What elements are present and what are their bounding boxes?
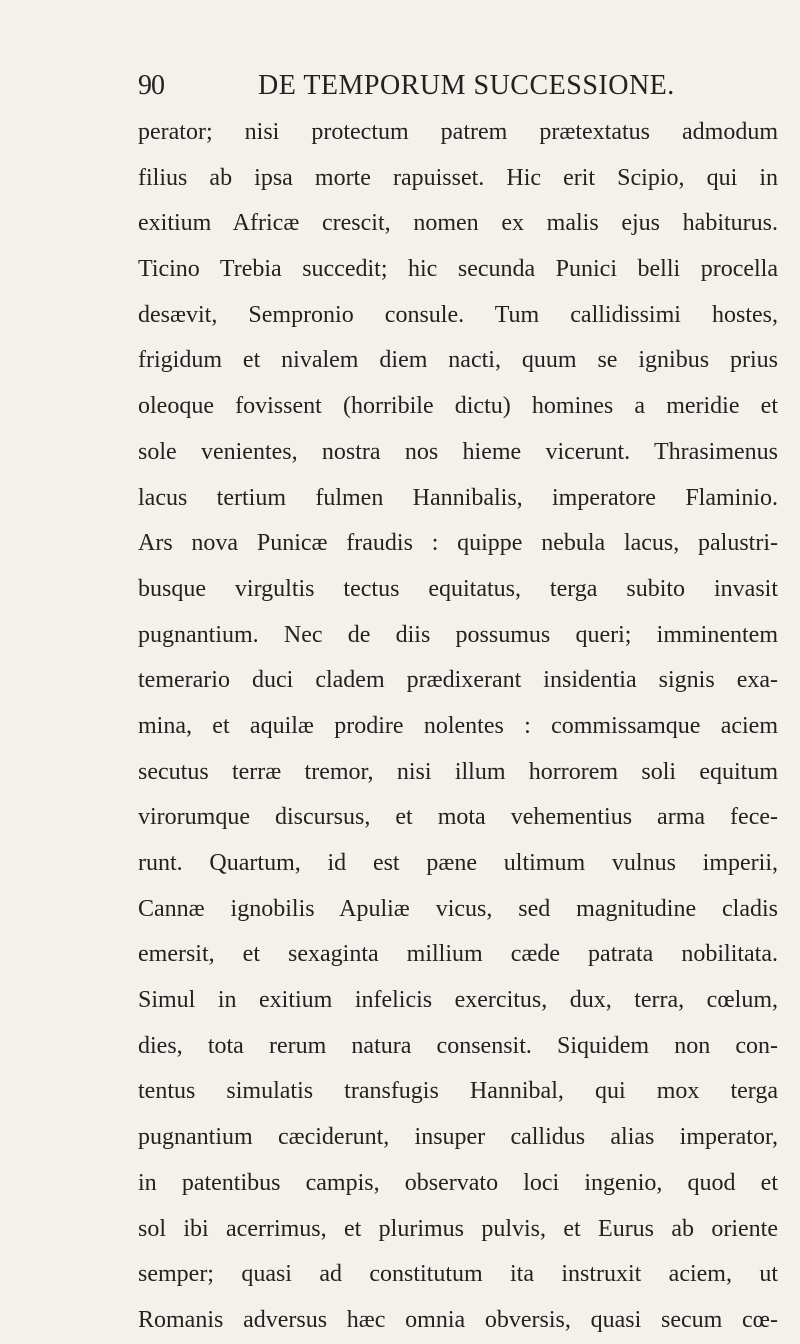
text-line: exitium Africæ crescit, nomen ex malis ejus habiturus.	[138, 210, 778, 237]
text-line: oleoque fovissent (horribile dictu) homines a meridie et	[138, 393, 778, 420]
page-header	[138, 70, 778, 110]
text-line: lacus tertium fulmen Hannibalis, imperatore Flaminio.	[138, 484, 778, 511]
text-line: dies, tota rerum natura consensit. Siquidem non con-	[138, 1032, 778, 1059]
text-line: pugnantium. Nec de diis possumus queri; imminentem	[138, 621, 778, 648]
text-line: pugnantium cæciderunt, insuper callidus alias imperator,	[138, 1124, 778, 1151]
text-line: emersit, et sexaginta millium cæde patrata nobilitata.	[138, 941, 778, 968]
text-line: filius ab ipsa morte rapuisset. Hic erit Scipio, qui in	[138, 164, 778, 191]
running-head: DE TEMPORUM SUCCESSIONE.	[258, 70, 675, 101]
text-line: temerario duci cladem prædixerant insidentia signis exa-	[138, 667, 778, 694]
text-line: busque virgultis tectus equitatus, terga subito invasit	[138, 575, 778, 602]
page-number: 90	[138, 70, 164, 101]
text-line: semper; quasi ad constitutum ita instruxit aciem, ut	[138, 1261, 778, 1288]
text-line: Ticino Trebia succedit; hic secunda Punici belli procella	[138, 256, 778, 283]
text-line: in patentibus campis, observato loci ingenio, quod et	[138, 1169, 778, 1196]
text-line: Simul in exitium infelicis exercitus, dux, terra, cœlum,	[138, 987, 778, 1014]
text-line: frigidum et nivalem diem nacti, quum se ignibus prius	[138, 347, 778, 374]
text-line: runt. Quartum, id est pæne ultimum vulnus imperii,	[138, 850, 778, 876]
text-line: virorumque discursus, et mota vehementius arma fece-	[138, 804, 778, 831]
text-line: secutus terræ tremor, nisi illum horrorem soli equitum	[138, 758, 778, 785]
text-line: Ars nova Punicæ fraudis : quippe nebula lacus, palustri-	[138, 530, 778, 557]
text-line: Romanis adversus hæc omnia obversis, quasi secum cœ-	[138, 1306, 778, 1333]
text-line: tentus simulatis transfugis Hannibal, qui mox terga	[138, 1078, 778, 1105]
text-line: Cannæ ignobilis Apuliæ vicus, sed magnitudine cladis	[138, 895, 778, 922]
text-line: sole venientes, nostra nos hieme vicerunt. Thrasimenus	[138, 438, 778, 465]
text-line: desævit, Sempronio consule. Tum callidissimi hostes,	[138, 301, 778, 328]
text-line: sol ibi acerrimus, et plurimus pulvis, et Eurus ab oriente	[138, 1215, 778, 1242]
text-line: perator; nisi protectum patrem prætextatus admodum	[138, 119, 778, 145]
body-text	[138, 110, 778, 1344]
text-line: mina, et aquilæ prodire nolentes : commissamque aciem	[138, 712, 778, 739]
